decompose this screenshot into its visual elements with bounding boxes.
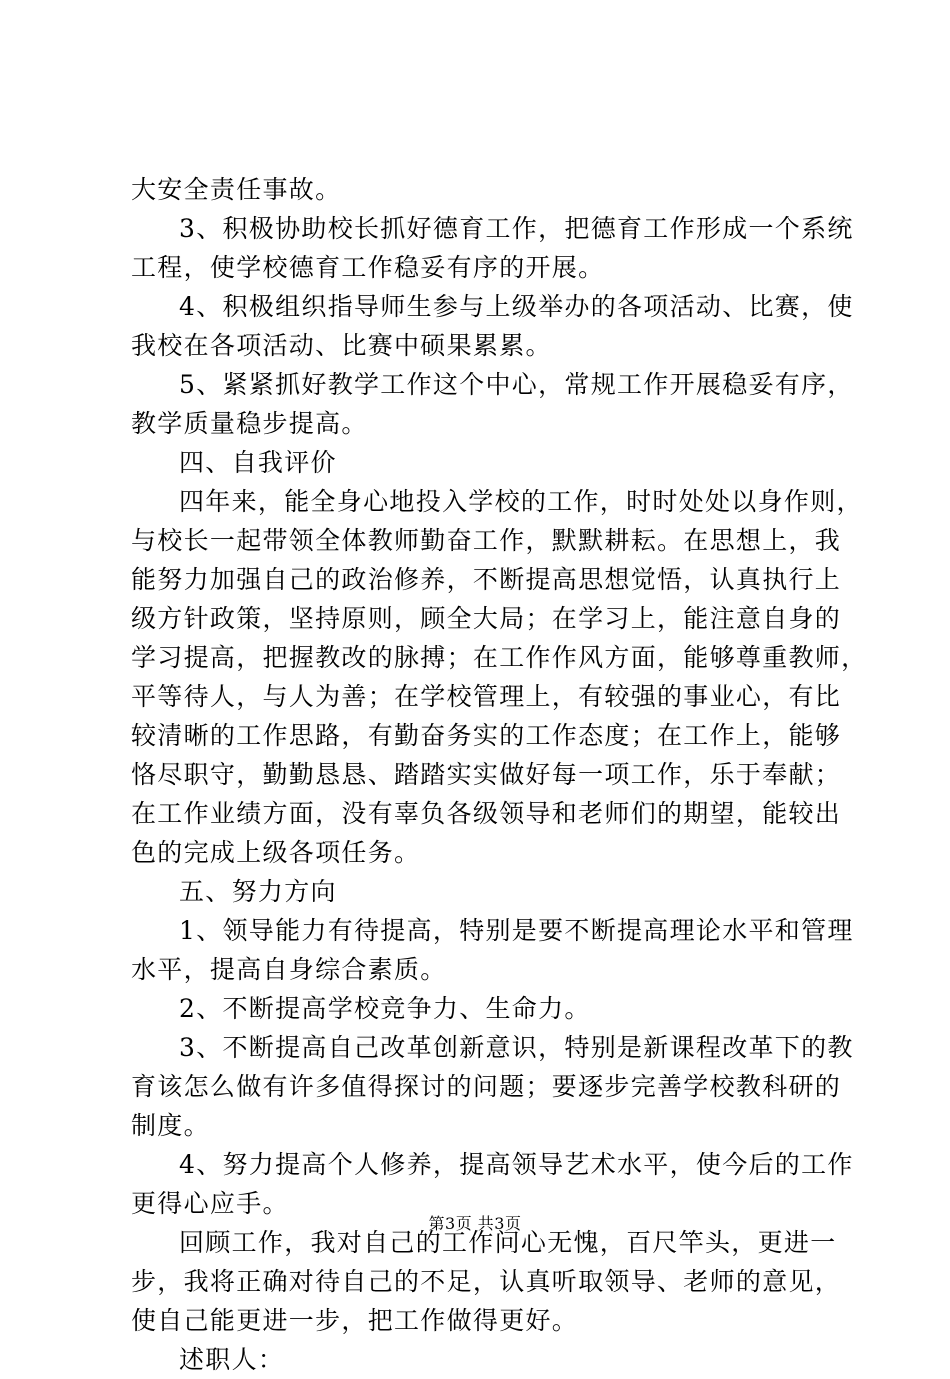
paragraph-line: 在工作业绩方面，没有辜负各级领导和老师们的期望，能较出: [131, 799, 842, 828]
paragraph-line: 平等待人，与人为善；在学校管理上，有较强的事业心，有比: [131, 682, 842, 711]
paragraph-line: 使自己能更进一步，把工作做得更好。: [131, 1306, 579, 1335]
paragraph-line: 级方针政策，坚持原则，顾全大局；在学习上，能注意自身的: [131, 604, 842, 633]
paragraph-line: 四、自我评价: [179, 448, 337, 477]
page-footer: 第3页 共3页: [428, 1214, 522, 1233]
paragraph-line: 较清晰的工作思路，有勤奋务实的工作态度；在工作上，能够: [131, 721, 842, 750]
paragraph-line: 更得心应手。: [131, 1189, 289, 1218]
paragraph-line: 回顾工作，我对自己的工作问心无愧，百尺竿头，更进一: [179, 1228, 837, 1257]
paragraph-line: 步，我将正确对待自己的不足，认真听取领导、老师的意见，: [131, 1267, 842, 1296]
paragraph-line: 大安全责任事故。: [131, 175, 342, 204]
paragraph-line: 恪尽职守，勤勤恳恳、踏踏实实做好每一项工作，乐于奉献；: [131, 760, 842, 789]
paragraph-line: 我校在各项活动、比赛中硕果累累。: [131, 331, 552, 360]
paragraph-line: 制度。: [131, 1111, 210, 1140]
paragraph-line: 与校长一起带领全体教师勤奋工作，默默耕耘。在思想上，我: [131, 526, 842, 555]
paragraph-line: 2、不断提高学校竞争力、生命力。: [179, 994, 591, 1023]
paragraph-line: 五、努力方向: [179, 877, 337, 906]
paragraph-line: 工程，使学校德育工作稳妥有序的开展。: [131, 253, 605, 282]
paragraph-line: 1、领导能力有待提高，特别是要不断提高理论水平和管理: [179, 916, 854, 945]
paragraph-line: 3、不断提高自己改革创新意识，特别是新课程改革下的教: [179, 1033, 854, 1062]
paragraph-line: 4、积极组织指导师生参与上级举办的各项活动、比赛，使: [179, 292, 854, 321]
paragraph-line: 5、紧紧抓好教学工作这个中心，常规工作开展稳妥有序，: [179, 370, 854, 399]
document-body: [131, 170, 868, 1379]
paragraph-line: 教学质量稳步提高。: [131, 409, 368, 438]
paragraph-line: 3、积极协助校长抓好德育工作，把德育工作形成一个系统: [179, 214, 854, 243]
paragraph-line: 4、努力提高个人修养，提高领导艺术水平，使今后的工作: [179, 1150, 854, 1179]
paragraph-line: 育该怎么做有许多值得探讨的问题；要逐步完善学校教科研的: [131, 1072, 842, 1101]
paragraph-line: 学习提高，把握教改的脉搏；在工作作风方面，能够尊重教师，: [131, 643, 868, 672]
paragraph-line: 能努力加强自己的政治修养，不断提高思想觉悟，认真执行上: [131, 565, 842, 594]
paragraph-line: 水平，提高自身综合素质。: [131, 955, 447, 984]
paragraph-line: 述职人：: [179, 1345, 285, 1374]
paragraph-line: 四年来，能全身心地投入学校的工作，时时处处以身作则，: [179, 487, 863, 516]
paragraph-line: 色的完成上级各项任务。: [131, 838, 421, 867]
